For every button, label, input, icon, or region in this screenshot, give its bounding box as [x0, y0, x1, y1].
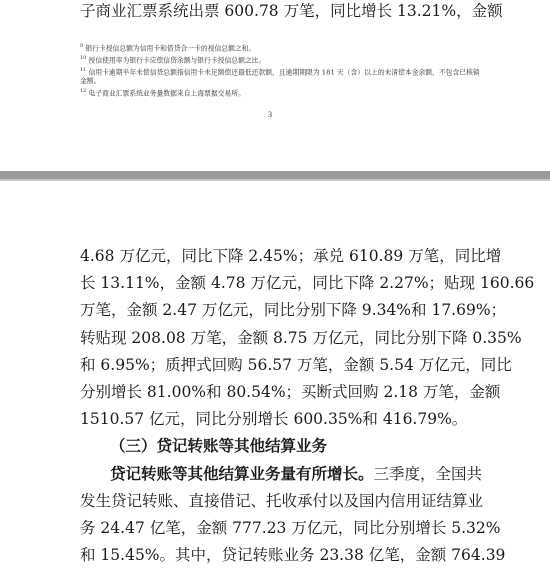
paragraph-line: 转贴现 208.08 万笔，金额 8.75 万亿元，同比分别下降 0.35%	[80, 328, 522, 347]
paragraph-lead: 贷记转账等其他结算业务量有所增长。	[110, 464, 374, 483]
previous-page-bottom	[0, 0, 550, 171]
paragraph-line	[80, 461, 483, 488]
paragraph-line: 发生贷记转账、直接借记、托收承付以及国内信用证结算业	[80, 491, 484, 510]
paragraph-line: 长 13.11%，金额 4.78 万亿元，同比下降 2.27%；贴现 160.66	[80, 274, 535, 293]
footnote-9: $^9$ 银行卡授信总额为信用卡和借贷合一卡的授信总额之和。	[80, 43, 256, 53]
footnote-12: $^{12}$ 电子商业汇票系统业务量数据来自上海票据交易所。	[80, 87, 245, 98]
page-text-line: 子商业汇票系统出票 600.78 万笔，同比增长 13.21%，金额	[80, 2, 503, 20]
paragraph-line: 分别增长 81.00%和 80.54%；买断式回购 2.18 万笔，金额	[80, 382, 501, 401]
paragraph-line: 和 15.45%。其中，贷记转账业务 23.38 亿笔，金额 764.39	[80, 546, 506, 565]
paragraph-line: 万笔，金额 2.47 万亿元，同比分别下降 9.34%和 17.69%；	[80, 301, 507, 320]
paragraph-line: 1510.57 亿元，同比分别增长 600.35%和 416.79%。	[80, 410, 468, 429]
page-gap-separator	[0, 171, 550, 181]
body-text	[80, 243, 535, 569]
current-page	[0, 181, 550, 567]
footnote-10: $^{10}$ 授信使用率为银行卡应偿信贷余额与银行卡授信总额之比。	[80, 54, 266, 65]
footnote-11: $^{11}$ 信用卡逾期半年未偿信贷总额指信用卡未足额偿还最低还款额，且逾期期限为 181 天（含）以上的未清偿本金余额，不包含已核销金额。	[80, 66, 480, 86]
paragraph-line: 4.68 万亿元，同比下降 2.45%；承兑 610.89 万笔，同比增	[80, 247, 502, 265]
paragraph-line: 务 24.47 亿笔，金额 777.23 万亿元，同比分别增长 5.32%	[80, 518, 501, 537]
page-number: 3	[268, 110, 272, 119]
paragraph-line: 和 6.95%；质押式回购 56.57 万笔，金额 5.54 万亿元，同比	[80, 355, 512, 374]
paragraph-lead-rest: 三季度，全国共	[373, 464, 483, 483]
section-heading: （三）贷记转账等其他结算业务	[110, 437, 328, 456]
footnotes	[80, 42, 480, 99]
